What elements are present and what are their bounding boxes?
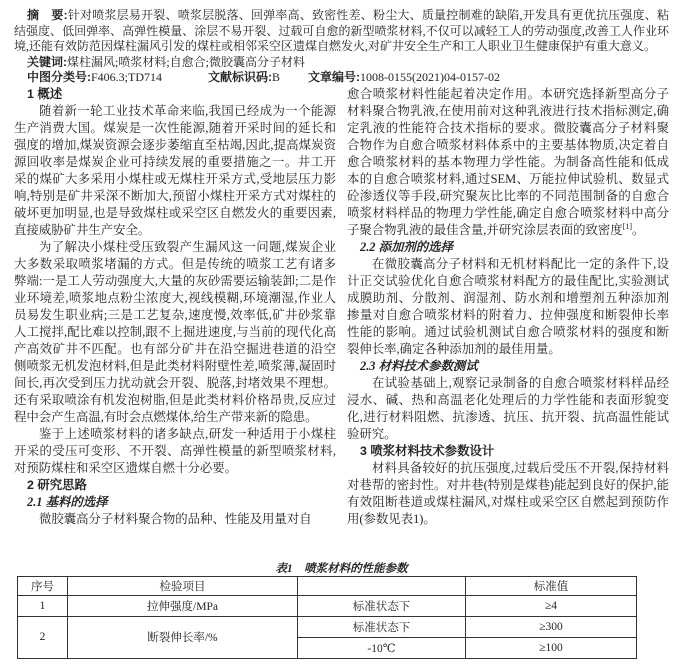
paragraph: 为了解决小煤柱受压致裂产生漏风这一问题,煤炭企业大多数采取喷浆堵漏的方式。但是传统的喷浆工艺有诸多弊端:一是工人劳动强度大,大量的灰砂需要运输装卸;二是作业环境差,喷浆地点粉尘浓度大,视线模糊,环境潮湿,作业人员易发生职业病;三是工艺复杂,速度慢,效率低,矿井砂浆靠人工搅拌,配比难以控制,跟不上掘进速度,与当前的现代化高产高效矿井不匹配。也有部分矿井在沿空掘进巷道的沿空侧喷浆无机发泡材料,但是此类材料附壁性差,喷浆薄,凝固时间长,再次受到压力扰动就会开裂、脱落,封堵效果不理想。还有采取喷涂有机发泡树脂,但是此类材料价格昂贵,反应过程中会产生高温,有时会点燃煤体,给生产带来新的隐患。 [14, 239, 336, 424]
meta-block [14, 8, 669, 86]
table-row [18, 616, 637, 637]
paragraph: 材料具备较好的抗压强度,过载后受压不开裂,保持材料对巷帮的密封性。对井巷(特别是煤巷)能起到良好的保护,能有效阻断巷道或煤柱漏风,对煤柱或采空区自燃起到预防作用(参数见表1)。 [347, 460, 669, 526]
abstract-label: 摘 要: [27, 8, 68, 22]
keywords-line [14, 55, 669, 71]
paragraph-text: 愈合喷浆材料性能起着决定作用。本研究选择新型高分子材料聚合物乳液,在使用前对这种乳液进行技术指标测定,确定乳液的性能符合技术指标的要求。微胶囊高分子材料聚合物作为自愈合喷浆材料体系中的主要基体物质,决定着自愈合喷浆材料的基本物理力学性能。为制备高性能和低成本的自愈合喷浆材料,通过SEM、万能拉伸试验机、数显式砼渗透仪等手段,研究聚灰比比率的不同范围制备的自愈合喷浆材料样品的物理力学性能,确定自愈合喷浆材料中高分子聚合物乳液的最佳含量,并研究涂层表面的致密度 [347, 86, 669, 237]
abstract [14, 8, 669, 55]
paragraph: 鉴于上述喷浆材料的诸多缺点,研发一种适用于小煤柱开采的受压可变形、不开裂、高弹性模量的新型喷浆材料,对预防煤柱和采空区遗煤自燃十分必要。 [14, 426, 336, 475]
performance-table [17, 576, 637, 659]
body-columns [14, 86, 669, 562]
clc-label: 中图分类号: [27, 70, 91, 84]
clc-item [27, 70, 162, 84]
citation-ref: [1] [622, 221, 633, 231]
table-header-cell: 序号 [18, 576, 68, 595]
right-column [347, 86, 669, 562]
paragraph [347, 86, 669, 239]
keywords-label: 关键词: [27, 54, 67, 69]
article-no-label: 文章编号: [308, 70, 361, 84]
table-caption: 表1 喷浆材料的性能参数 [275, 562, 408, 575]
table-cell: 标准状态下 [298, 595, 466, 616]
section-heading-research-approach: 2 研究思路 [27, 477, 87, 492]
table-cell: 标准状态下 [298, 616, 466, 637]
table-cell: ≥300 [466, 616, 637, 637]
table-header-cell: 标准值 [466, 576, 637, 595]
doc-code-value: B [272, 70, 281, 84]
article-no-value: 1008-0155(2021)04-0157-02 [360, 70, 501, 84]
table-row [18, 595, 637, 616]
table-cell: 2 [18, 616, 68, 658]
table-cell: ≥4 [466, 595, 637, 616]
table-header-row [18, 576, 637, 595]
table-cell: 拉伸强度/MPa [68, 595, 298, 616]
table-cell: 1 [18, 595, 68, 616]
section-heading-parameter-design: 3 喷浆材料技术参数设计 [360, 443, 495, 458]
doc-code-label: 文献标识码: [208, 70, 273, 84]
subsection-heading-additives: 2.2 添加剂的选择 [360, 239, 453, 254]
paragraph: 在试验基础上,观察记录制备的自愈合喷浆材料样品经浸水、碱、热和高温老化处理后的力学性能和表面形貌变化,进行材料阻燃、抗渗透、抗压、抗开裂、抗高温性能试验研究。 [347, 375, 669, 441]
doc-code-item [208, 70, 280, 84]
table-header-cell [298, 576, 466, 595]
section-heading-overview: 1 概述 [27, 86, 63, 101]
abstract-text: 针对喷浆层易开裂、喷浆层脱落、回弹率高、致密性差、粉尘大、质量控制难的缺陷,开发具有更优抗压强度、粘结强度、低回弹率、高弹性模量、涂层不易开裂、过载可自愈的新型喷浆材料,不仅可以减轻工人的劳动强度,改善工人作业环境,还能有效防范因煤柱漏风引发的煤柱或相邻采空区遗煤自燃发火,对矿井安全生产和工人职业卫生健康保护有重大意义。 [14, 8, 669, 53]
keywords-text: 煤柱漏风;喷浆材料;自愈合;微胶囊高分子材料 [67, 54, 306, 69]
table-cell: 断裂伸长率/% [68, 616, 298, 658]
paragraph: 随着新一轮工业技术革命来临,我国已经成为一个能源生产消费大国。煤炭是一次性能源,随着开采时间的延长和强度的增加,煤炭资源会逐步萎缩直至枯竭,因此,提高煤炭资源回收率是煤炭企业可持续发展的重要措施之一。井工开采的煤矿大多采用小煤柱或无煤柱开采方式,受地层压力影响,特别是矿井采深不断加大,预留小煤柱开采方式对煤柱的破坏更加明显,也是导致煤柱或采空区自燃发火的重要因素,直接威胁矿井生产安全。 [14, 103, 336, 237]
paragraph: 在微胶囊高分子材料和无机材料配比一定的条件下,设计正交试验优化自愈合喷浆材料配方的最佳配比,实验测试成膜助剂、分散剂、润湿剂、防水剂和增塑剂五种添加剂掺量对自愈合喷浆材料的附着力、拉伸强度和断裂伸长率性能的影响。通过试验机测试自愈合喷浆材料的强度和断裂伸长率,确定各种添加剂的最佳用量。 [347, 256, 669, 356]
paragraph-text: 。 [632, 222, 645, 237]
paragraph: 微胶囊高分子材料聚合物的品种、性能及用量对自 [39, 511, 312, 526]
subsection-heading-base-material: 2.1 基料的选择 [27, 494, 108, 509]
left-column [14, 86, 336, 562]
table-cell: ≥100 [466, 637, 637, 658]
table-cell: -10℃ [298, 637, 466, 658]
subsection-heading-parameter-test: 2.3 材料技术参数测试 [360, 358, 478, 373]
table-header-cell: 检验项目 [68, 576, 298, 595]
classification-line [14, 70, 669, 86]
article-no-item [308, 70, 500, 84]
clc-value: F406.3;TD714 [91, 70, 163, 84]
